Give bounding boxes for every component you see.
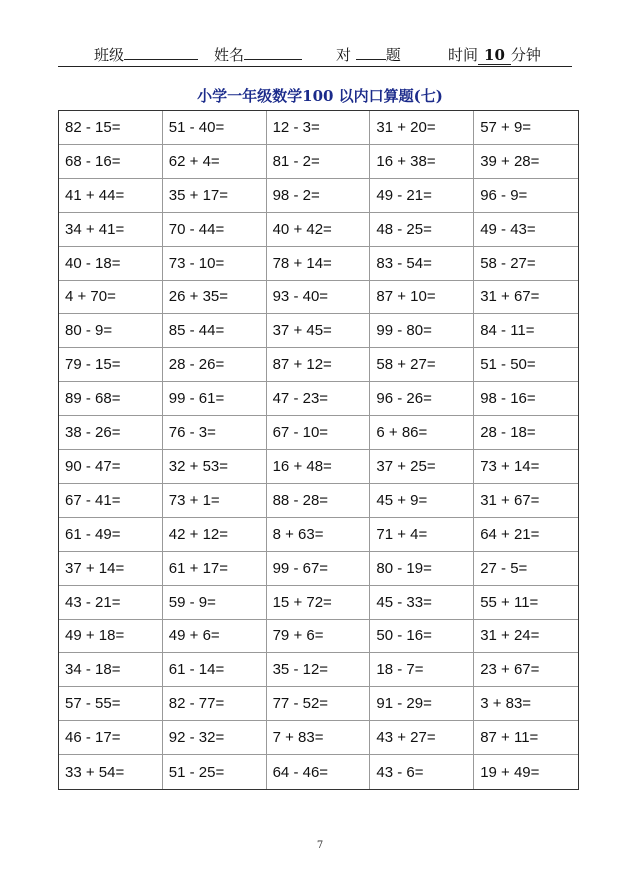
problem-cell: 47 - 23= [267, 382, 371, 416]
problem-cell: 16 + 38= [370, 145, 474, 179]
class-blank[interactable] [124, 45, 198, 60]
problem-cell: 61 + 17= [163, 552, 267, 586]
problem-cell: 61 - 14= [163, 653, 267, 687]
problem-cell: 70 - 44= [163, 213, 267, 247]
problem-cell: 50 - 16= [370, 620, 474, 654]
problem-cell: 43 - 21= [59, 586, 163, 620]
problem-cell: 99 - 80= [370, 314, 474, 348]
problem-cell: 42 + 12= [163, 518, 267, 552]
problem-cell: 43 + 27= [370, 721, 474, 755]
name-field[interactable] [214, 44, 302, 65]
problem-cell: 35 - 12= [267, 653, 371, 687]
problem-cell: 12 - 3= [267, 111, 371, 145]
problem-cell: 59 - 9= [163, 586, 267, 620]
problem-cell: 15 + 72= [267, 586, 371, 620]
name-label: 姓名 [214, 46, 245, 64]
problem-cell: 87 + 11= [474, 721, 578, 755]
problem-cell: 37 + 45= [267, 314, 371, 348]
problem-cell: 40 + 42= [267, 213, 371, 247]
problem-cell: 32 + 53= [163, 450, 267, 484]
problem-cell: 96 - 9= [474, 179, 578, 213]
problem-cell: 58 - 27= [474, 247, 578, 281]
problem-cell: 79 - 15= [59, 348, 163, 382]
problem-cell: 64 + 21= [474, 518, 578, 552]
problem-cell: 18 - 7= [370, 653, 474, 687]
class-field[interactable] [94, 44, 198, 65]
problem-cell: 98 - 16= [474, 382, 578, 416]
problem-cell: 67 - 10= [267, 416, 371, 450]
problem-cell: 27 - 5= [474, 552, 578, 586]
time-label: 时间 [448, 46, 479, 64]
problem-cell: 58 + 27= [370, 348, 474, 382]
problem-cell: 80 - 19= [370, 552, 474, 586]
problem-cell: 49 + 6= [163, 620, 267, 654]
problem-cell: 80 - 9= [59, 314, 163, 348]
problem-cell: 45 - 33= [370, 586, 474, 620]
problem-cell: 26 + 35= [163, 281, 267, 315]
problem-cell: 6 + 86= [370, 416, 474, 450]
problem-cell: 81 - 2= [267, 145, 371, 179]
problem-cell: 37 + 14= [59, 552, 163, 586]
problem-cell: 83 - 54= [370, 247, 474, 281]
problem-cell: 31 + 20= [370, 111, 474, 145]
problem-cell: 4 + 70= [59, 281, 163, 315]
problem-cell: 49 - 43= [474, 213, 578, 247]
problem-cell: 79 + 6= [267, 620, 371, 654]
problem-cell: 35 + 17= [163, 179, 267, 213]
problem-cell: 57 + 9= [474, 111, 578, 145]
problem-cell: 76 - 3= [163, 416, 267, 450]
problem-cell: 31 + 67= [474, 484, 578, 518]
name-blank[interactable] [244, 45, 302, 60]
time-value: 10 [478, 46, 511, 65]
problem-cell: 73 + 1= [163, 484, 267, 518]
problem-cell: 19 + 49= [480, 763, 540, 781]
problem-cell: 73 - 10= [163, 247, 267, 281]
problem-cell: 99 - 61= [163, 382, 267, 416]
problem-cell: 31 + 67= [474, 281, 578, 315]
correct-label: 对 [336, 46, 352, 64]
problem-cell: 31 + 24= [474, 620, 578, 654]
problem-cell: 87 + 10= [370, 281, 474, 315]
problem-cell: 16 + 48= [267, 450, 371, 484]
problem-cell: 46 - 17= [59, 721, 163, 755]
problem-cell: 28 - 18= [474, 416, 578, 450]
worksheet-header [58, 38, 572, 67]
problem-cell: 49 - 21= [370, 179, 474, 213]
problem-cell: 39 + 28= [474, 145, 578, 179]
problem-cell: 68 - 16= [59, 145, 163, 179]
question-label: 题 [385, 46, 401, 64]
problem-cell: 45 + 9= [370, 484, 474, 518]
problem-cell: 55 + 11= [474, 586, 578, 620]
problem-cell: 43 - 6= [370, 755, 474, 789]
problem-cell: 8 + 63= [267, 518, 371, 552]
problem-cell: 96 - 26= [370, 382, 474, 416]
problem-cell: 57 - 55= [59, 687, 163, 721]
problem-cell: 82 - 15= [59, 111, 163, 145]
problem-cell: 85 - 44= [163, 314, 267, 348]
problem-cell: 78 + 14= [267, 247, 371, 281]
problem-cell: 41 + 44= [59, 179, 163, 213]
problem-cell: 34 + 41= [59, 213, 163, 247]
problem-cell: 38 - 26= [59, 416, 163, 450]
problem-cell: 71 + 4= [370, 518, 474, 552]
problem-cell: 61 - 49= [59, 518, 163, 552]
problem-cell: 23 + 67= [474, 653, 578, 687]
problem-cell: 88 - 28= [267, 484, 371, 518]
problem-cell: 28 - 26= [163, 348, 267, 382]
problem-cell: 90 - 47= [59, 450, 163, 484]
problem-cell: 51 - 25= [163, 755, 267, 789]
problem-cell: 99 - 67= [267, 552, 371, 586]
problem-cell: 82 - 77= [163, 687, 267, 721]
problem-cell: 87 + 12= [267, 348, 371, 382]
problem-cell: 91 - 29= [370, 687, 474, 721]
problem-cell: 40 - 18= [59, 247, 163, 281]
problem-cell: 93 - 40= [267, 281, 371, 315]
problem-cell: 51 - 50= [474, 348, 578, 382]
problem-cell: 98 - 2= [267, 179, 371, 213]
class-label: 班级 [94, 46, 125, 64]
problem-cell: 84 - 11= [474, 314, 578, 348]
problem-cell: 62 + 4= [163, 145, 267, 179]
time-field [448, 44, 541, 65]
problem-cell: 37 + 25= [370, 450, 474, 484]
problem-cell: 49 + 18= [59, 620, 163, 654]
worksheet-title: 小学一年级数学100 以内口算题(七) [197, 87, 443, 105]
problem-cell: 33 + 54= [59, 755, 163, 789]
problem-cell: 73 + 14= [474, 450, 578, 484]
problem-cell: 77 - 52= [267, 687, 371, 721]
problem-cell: 51 - 40= [163, 111, 267, 145]
problem-grid [58, 110, 579, 790]
problem-cell: 7 + 83= [267, 721, 371, 755]
problem-cell: 3 + 83= [474, 687, 578, 721]
correct-count-field[interactable] [336, 44, 401, 65]
problem-cell: 64 - 46= [267, 755, 371, 789]
problem-cell: 67 - 41= [59, 484, 163, 518]
problem-cell: 48 - 25= [370, 213, 474, 247]
problem-cell: 89 - 68= [59, 382, 163, 416]
minute-label: 分钟 [510, 46, 541, 64]
correct-count-blank[interactable] [356, 45, 386, 60]
problem-cell: 92 - 32= [163, 721, 267, 755]
page-number: 7 [316, 840, 324, 851]
problem-cell: 34 - 18= [59, 653, 163, 687]
